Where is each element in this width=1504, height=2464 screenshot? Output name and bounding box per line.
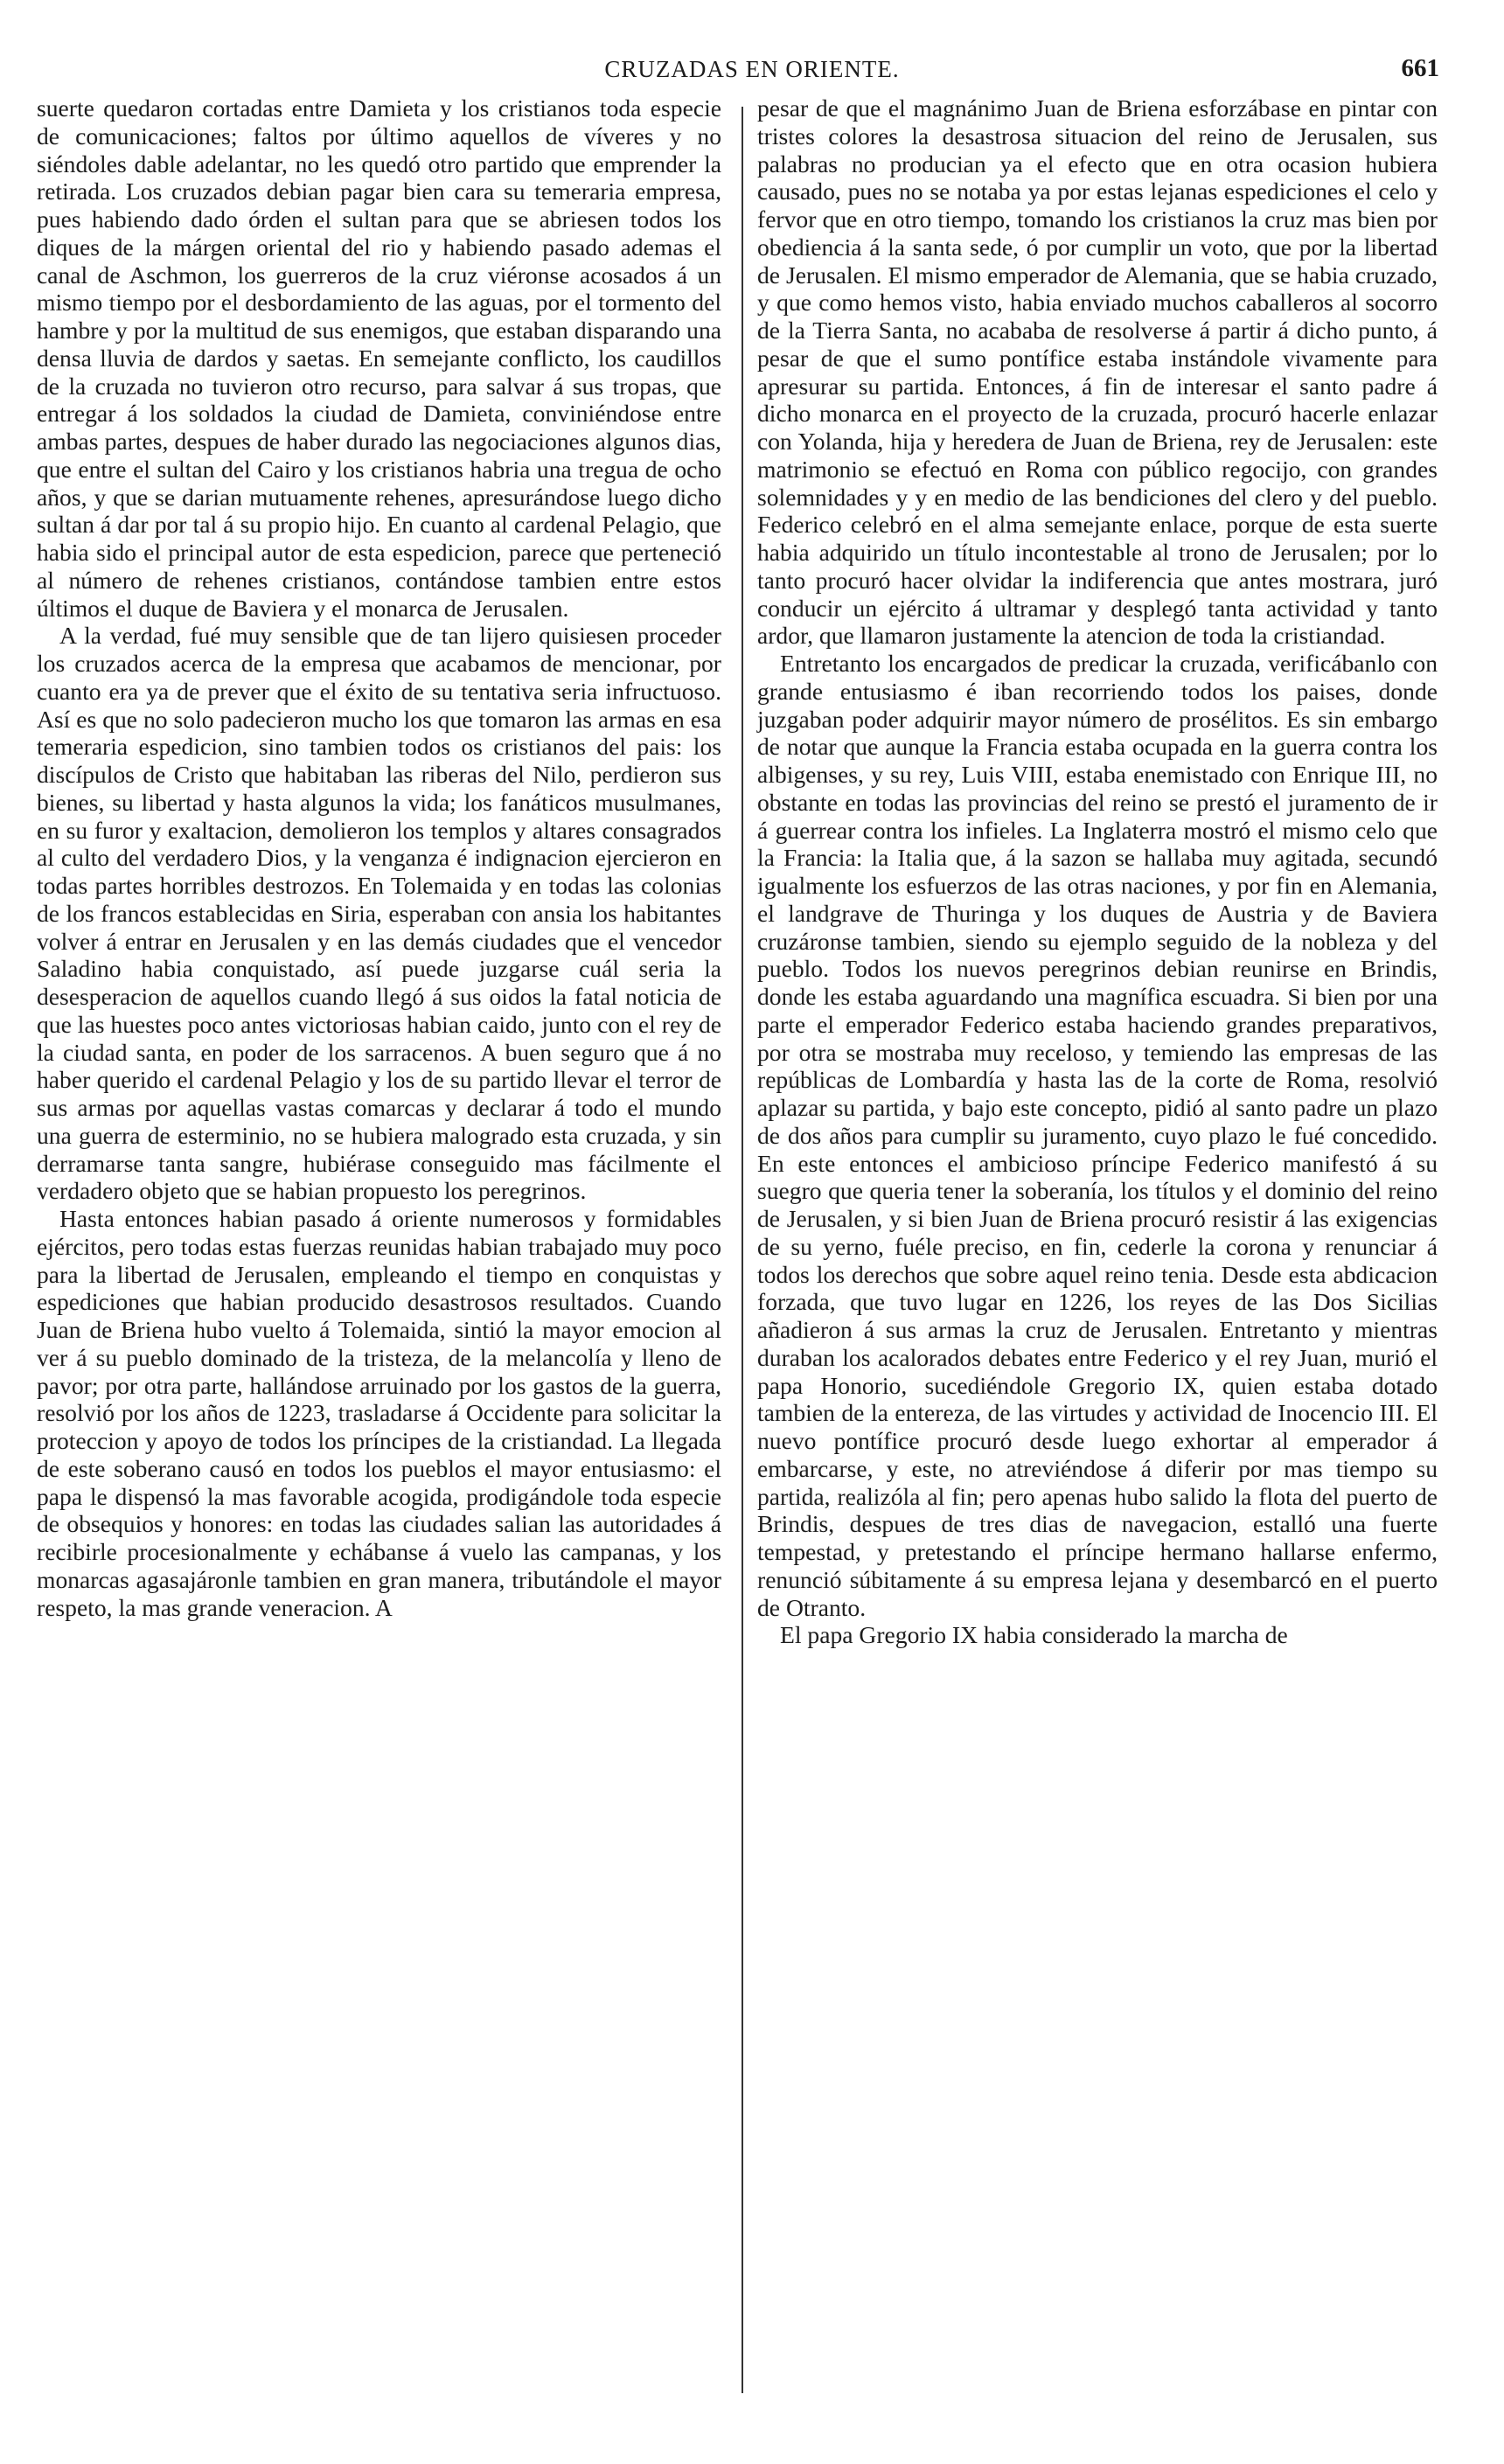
paragraph: suerte quedaron cortadas entre Damieta y los cristianos toda especie de comunicaciones; faltos por último aquellos de víveres y no siéndoles dable adelantar, no les quedó otro partido que emprender la retirada. Los cruzados debian pagar bien cara su temeraria empresa, pues habiendo dado órden el sultan para que se abriesen todos los diques de la márgen oriental del rio y habiendo pasado ademas el canal de Aschmon, los guerreros de la cruz viéronse acosados á un mismo tiempo por el desbordamiento de las aguas, por el tormento del hambre y por la multitud de sus enemigos, que estaban disparando una densa lluvia de dardos y saetas. En semejante conflicto, los caudillos de la cruzada no tuvieron otro recurso, para salvar á sus tropas, que entregar á los soldados la ciudad de Damieta, conviniéndose entre ambas partes, despues de haber durado las negociaciones algunos dias, que entre el sultan del Cairo y los cristianos habria una tregua de ocho años, y que se darian mutuamente rehenes, apresurándose luego dicho sultan á dar por tal á su propio hijo. En cuanto al cardenal Pelagio, que habia sido el principal autor de esta espedicion, parece que perteneció al número de rehenes cristianos, contándose tambien entre estos últimos el duque de Baviera y el monarca de Jerusalen. — [37, 94, 721, 622]
column-divider — [742, 107, 743, 2393]
page-header — [0, 51, 1504, 89]
paragraph: Hasta entonces habian pasado á oriente numerosos y formidables ejércitos, pero todas estas fuerzas reunidas habian trabajado muy poco para la libertad de Jerusalen, empleando el tiempo en conquistas y espediciones que habian producido desastrosos resultados. Cuando Juan de Briena hubo vuelto á Tolemaida, sintió la mayor emocion al ver á su pueblo dominado de la tristeza, de la melancolía y lleno de pavor; por otra parte, hallándose arruinado por los gastos de la guerra, resolvió por los años de 1223, trasladarse á Occidente para solicitar la proteccion y apoyo de todos los príncipes de la cristiandad. La llegada de este soberano causó en todos los pueblos el mayor entusiasmo: el papa le dispensó la mas favorable acogida, prodigándole toda especie de obsequios y honores: en todas las ciudades salian las autoridades á recibirle procesionalmente y echábanse á vuelo las campanas, y los monarcas agasajáronle tambien en gran manera, tributándole el mayor respeto, la mas grande veneracion. A — [37, 1205, 721, 1621]
paragraph: pesar de que el magnánimo Juan de Briena esforzábase en pintar con tristes colores la desastrosa situacion del reino de Jerusalen, sus palabras no producian ya el efecto que en otra ocasion hubiera causado, pues no se notaba ya por estas lejanas espediciones el celo y fervor que en otro tiempo, tomando los cristianos la cruz mas bien por obediencia á la santa sede, ó por cumplir un voto, que por la libertad de Jerusalen. El mismo emperador de Alemania, que se habia cruzado, y que como hemos visto, habia enviado muchos caballeros al socorro de la Tierra Santa, no acababa de resolverse á partir á dicho punto, á pesar de que el sumo pontífice estaba instándole vivamente para apresurar su partida. Entonces, á fin de interesar el santo padre á dicho monarca en el proyecto de la cruzada, procuró hacerle enlazar con Yolanda, hija y heredera de Juan de Briena, rey de Jerusalen: este matrimonio se efectuó en Roma con público regocijo, con grandes solemnidades y y en medio de las bendiciones del clero y del pueblo. Federico celebró en el alma semejante enlace, porque de esta suerte habia adquirido un título incontestable al trono de Jerusalen; por lo tanto procuró hacer olvidar la indiferencia que antes mostrara, juró conducir un ejército á ultramar y desplegó tanta actividad y tanto ardor, que llamaron justamente la atencion de toda la cristiandad. — [757, 94, 1438, 650]
paragraph: A la verdad, fué muy sensible que de tan lijero quisiesen proceder los cruzados acerca de la empresa que acabamos de mencionar, por cuanto era ya de prever que el éxito de su tentativa seria infructuoso. Así es que no solo padecieron mucho los que tomaron las armas en esa temeraria espedicion, sino tambien todos os cristianos del pais: los discípulos de Cristo que habitaban las riberas del Nilo, perdieron sus bienes, su libertad y hasta algunos la vida; los fanáticos musulmanes, en su furor y exaltacion, demolieron los templos y altares consagrados al culto del verdadero Dios, y la venganza é indignacion ejercieron en todas partes horribles destrozos. En Tolemaida y en todas las colonias de los francos establecidas en Siria, esperaban con ansia los habitantes volver á entrar en Jerusalen y en las demás ciudades que el vencedor Saladino habia conquistado, así puede juzgarse cuál seria la desesperacion de aquellos cuando llegó á sus oidos la fatal noticia de que las huestes poco antes victoriosas habian caido, junto con el rey de la ciudad santa, en poder de los sarracenos. A buen seguro que á no haber querido el cardenal Pelagio y los de su partido llevar el terror de sus armas por aquellas vastas comarcas y declarar á todo el mundo una guerra de esterminio, no se hubiera malogrado esta cruzada, y sin derramarse tanta sangre, hubiérase conseguido mas fácilmente el verdadero objeto que se habian propuesto los peregrinos. — [37, 622, 721, 1205]
paragraph: El papa Gregorio IX habia considerado la marcha de — [780, 1621, 1288, 1649]
paragraph: Entretanto los encargados de predicar la cruzada, verificábanlo con grande entusiasmo é iban recorriendo todos los paises, donde juzgaban poder adquirir mayor número de prosélitos. Es sin embargo de notar que aunque la Francia estaba ocupada en la guerra contra los albigenses, y su rey, Luis VIII, estaba enemistado con Enrique III, no obstante en todas las provincias del reino se prestó el juramento de ir á guerrear contra los infieles. La Inglaterra mostró el mismo celo que la Francia: la Italia que, á la sazon se hallaba muy agitada, secundó igualmente los esfuerzos de las otras naciones, y por fin en Alemania, el landgrave de Thuringa y los duques de Austria y de Baviera cruzáronse tambien, siendo su ejemplo seguido de la nobleza y del pueblo. Todos los nuevos peregrinos debian reunirse en Brindis, donde les estaba aguardando una magnífica escuadra. Si bien por una parte el emperador Federico estaba haciendo grandes preparativos, por otra se mostraba muy receloso, y temiendo las empresas de las repúblicas de Lombardía y hasta las de la corte de Roma, resolvió aplazar su partida, y bajo este concepto, pidió al santo padre un plazo de dos años para cumplir su juramento, cuyo plazo le fué concedido. En este entonces el ambicioso príncipe Federico manifestó á su suegro que queria tener la soberanía, los títulos y el dominio del reino de Jerusalen, y si bien Juan de Briena procuró resistir á las exigencias de su yerno, fuéle preciso, en fin, cederle la corona y renunciar á todos los derechos que sobre aquel reino tenia. Desde esta abdicacion forzada, que tuvo lugar en 1226, los reyes de las Dos Sicilias añadieron á sus armas la cruz de Jerusalen. Entretanto y mientras duraban los acalorados debates entre Federico y el rey Juan, murió el papa Honorio, sucediéndole Gregorio IX, quien estaba dotado tambien de la entereza, de las virtudes y actividad de Inocencio III. El nuevo pontífice procuró desde luego exhortar al emperador á embarcarse, y este, no atreviéndose á diferir por mas tiempo su partida, realizóla al fin; pero apenas hubo salido la flota del puerto de Brindis, despues de tres dias de navegacion, estalló una fuerte tempestad, y pretestando el príncipe hermano hallarse enfermo, renunció súbitamente á su empresa lejana y desembarcó en el puerto de Otranto. — [757, 650, 1438, 1621]
right-column — [757, 94, 1438, 1649]
running-title: CRUZADAS EN ORIENTE. — [604, 56, 900, 82]
left-column — [37, 94, 721, 1621]
page-number: 661 — [1401, 54, 1439, 82]
